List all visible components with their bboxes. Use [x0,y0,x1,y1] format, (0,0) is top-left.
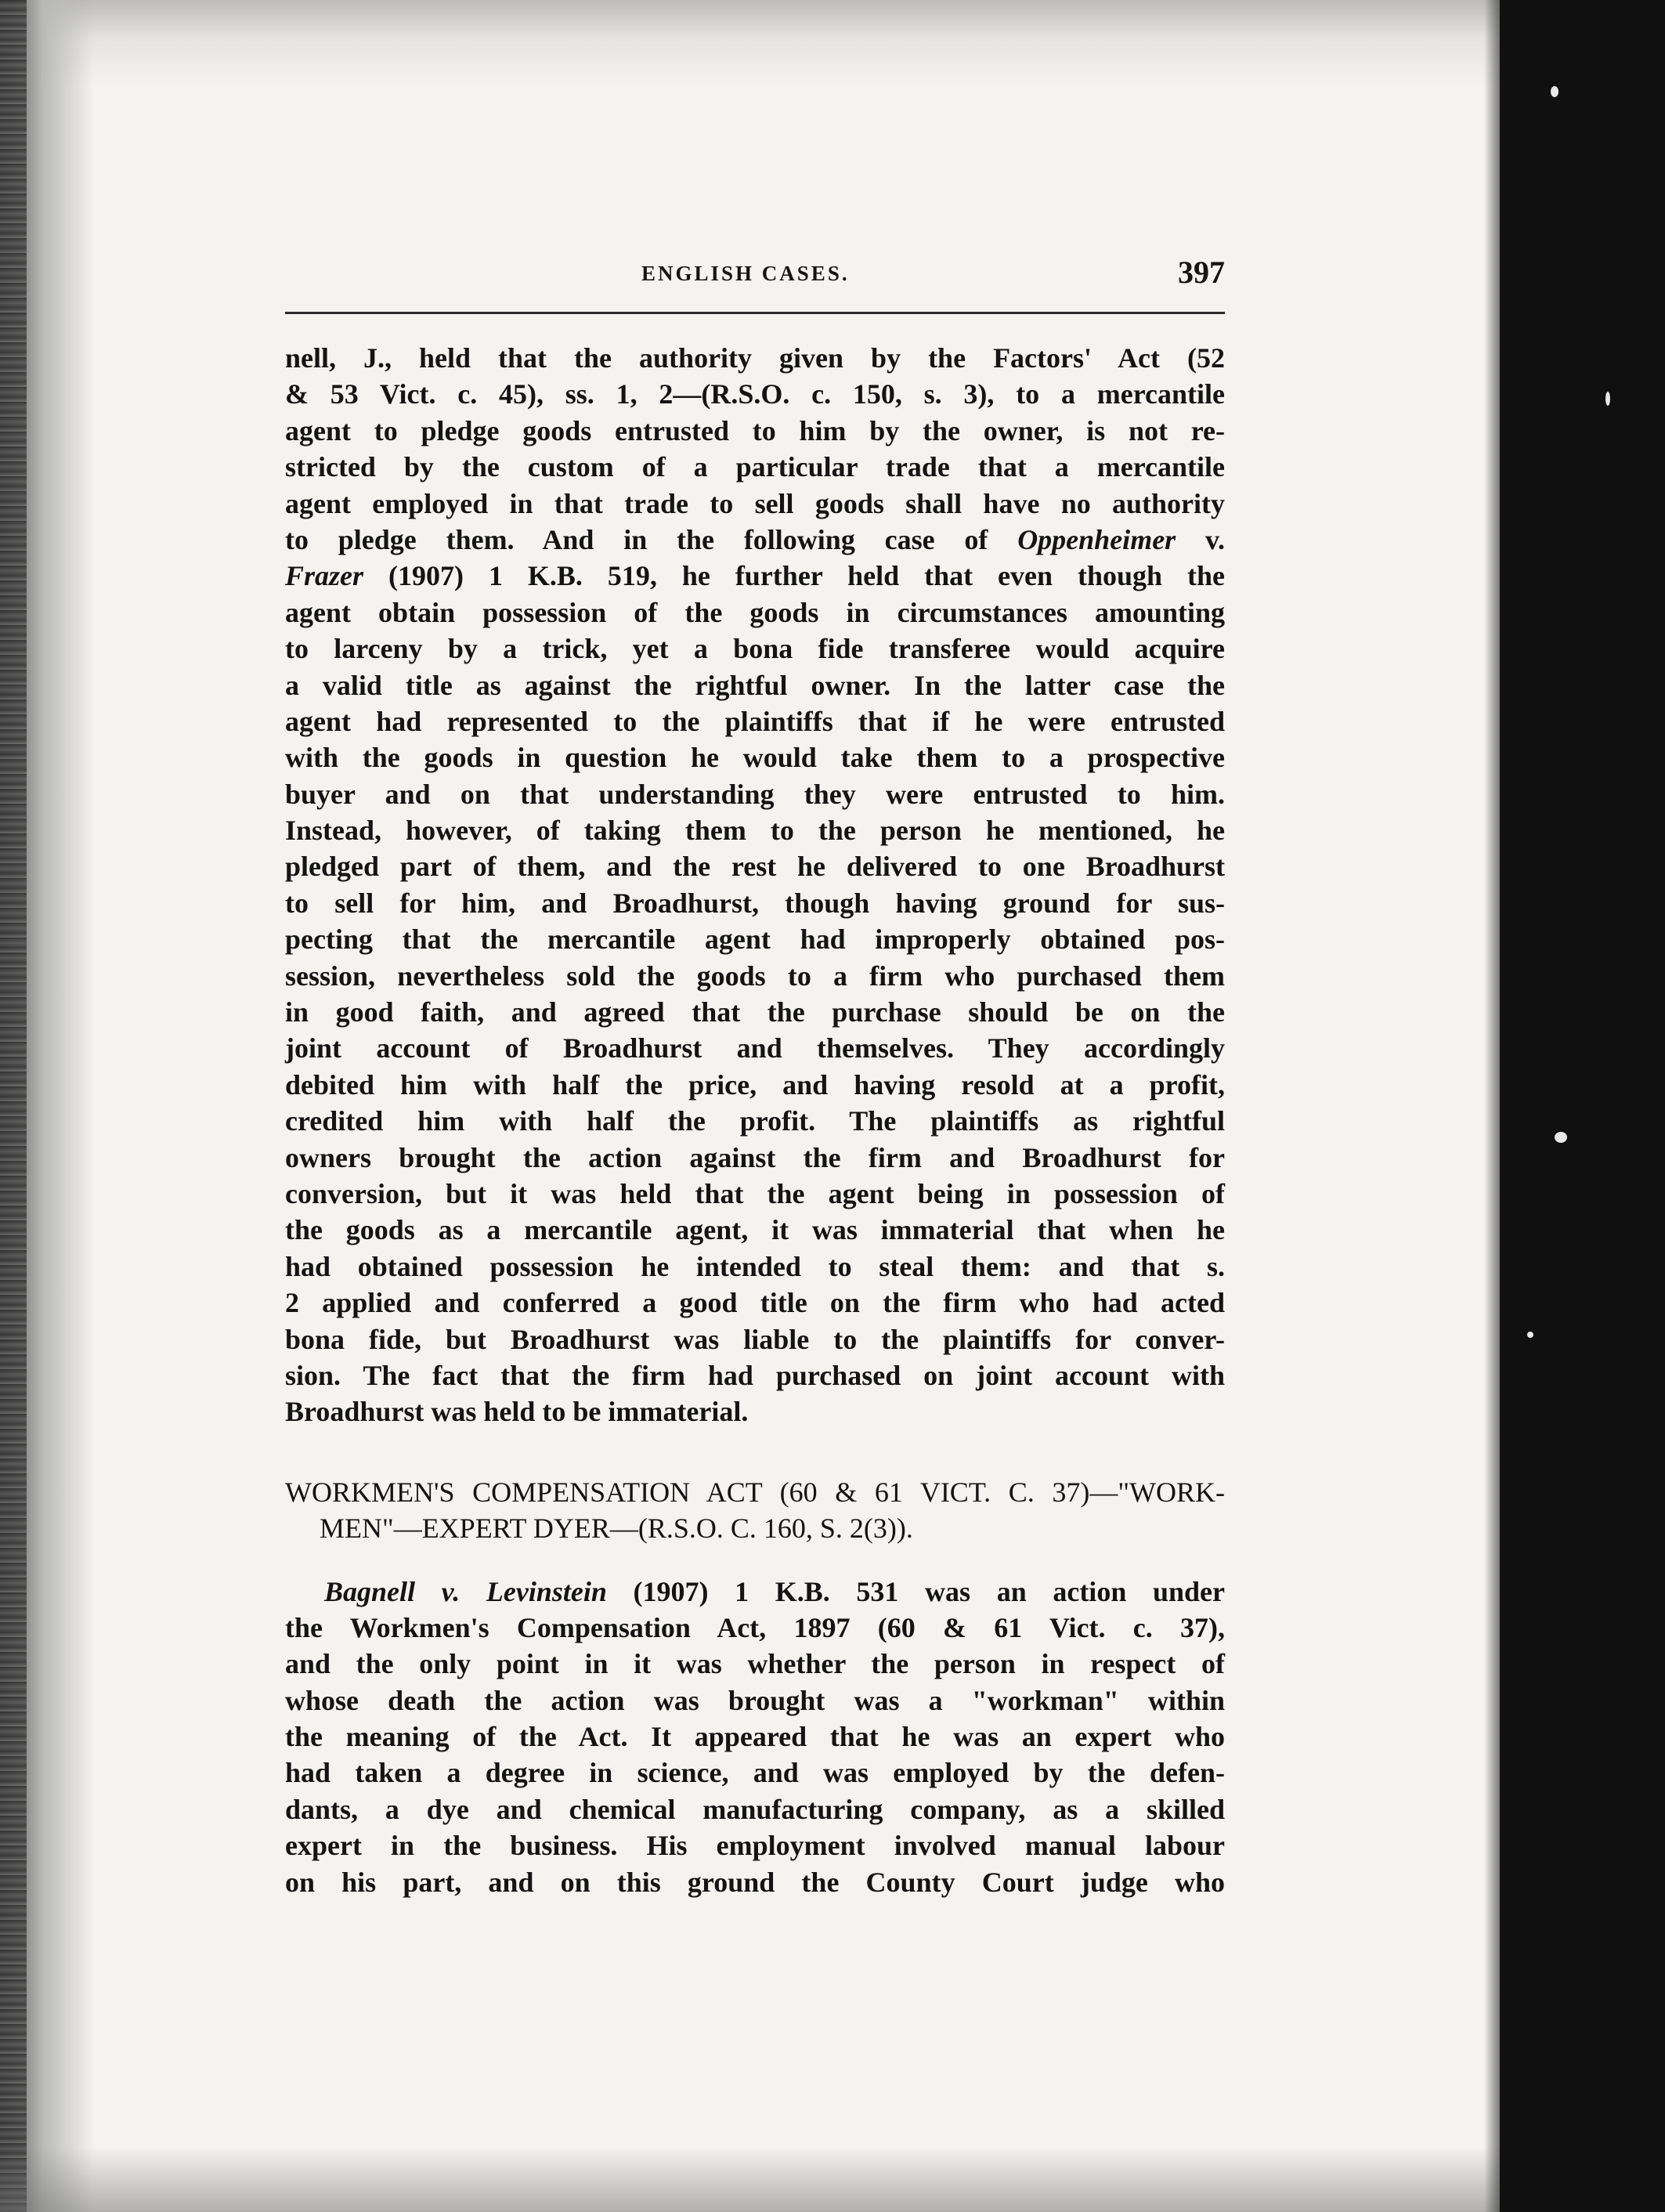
text-line: on his part, and on this ground the County Court judge who [285,1866,1225,1898]
text-line: had taken a degree in science, and was employed by the defen- [285,1757,1225,1789]
text-line: bona fide, but Broadhurst was liable to the plaintiffs for conver- [285,1323,1225,1355]
text-line: credited him with half the profit. The plaintiffs as rightful [285,1105,1225,1137]
text-line: & 53 Vict. c. 45), ss. 1, 2—(R.S.O. c. 150, s. 3), to a mercantile [285,378,1225,410]
text-line: owners brought the action against the firm and Broadhurst for [285,1141,1225,1173]
scan-speck [1605,392,1610,406]
case-name: Bagnell v. Levinstein [324,1575,607,1607]
text-line [285,1574,1225,1610]
scan-shadow-bottom [0,2146,1527,2212]
book-spine-edge [0,0,27,2212]
text-line: whose death the action was brought was a "workman" within [285,1684,1225,1716]
text-line: dants, a dye and chemical manufacturing company, as a skilled [285,1793,1225,1825]
text-line: the goods as a mercantile agent, it was immaterial that when he [285,1214,1225,1246]
text-line [285,558,1225,594]
header-rule [285,312,1225,314]
text-line: buyer and on that understanding they were entrusted to him. [285,778,1225,810]
text-line: pecting that the mercantile agent had improperly obtained pos- [285,923,1225,956]
text-line: agent employed in that trade to sell goods shall have no authority [285,487,1225,519]
scan-speck [1555,1132,1567,1143]
text-line: sion. The fact that the firm had purchased on joint account with [285,1359,1225,1391]
page-header [285,255,1225,307]
paragraph [285,340,1225,1430]
heading-line: MEN"—EXPERT DYER—(R.S.O. C. 160, S. 2(3)). [320,1513,913,1545]
text-line: 2 applied and conferred a good title on the firm who had acted [285,1287,1225,1319]
text-line [285,522,1225,558]
page-body [285,340,1225,1900]
section-heading [285,1474,1225,1547]
scan-shadow-top [0,0,1527,86]
text-run: (1907) 1 K.B. 531 was an action under [606,1575,1225,1607]
text-line: to sell for him, and Broadhurst, though having ground for sus- [285,887,1225,919]
text-run: (1907) 1 K.B. 519, he further held that even though the [363,560,1225,592]
text-line: stricted by the custom of a particular trade that a mercantile [285,451,1225,483]
heading-line: WORKMEN'S COMPENSATION ACT (60 & 61 VICT. C. 37)—"WORK- [285,1476,1225,1508]
text-line: the meaning of the Act. It appeared that he was an expert who [285,1721,1225,1753]
text-line: a valid title as against the rightful owner. In the latter case the [285,669,1225,701]
text-line: and the only point in it was whether the person in respect of [285,1648,1225,1680]
case-name: Frazer [285,560,364,592]
text-line: debited him with half the price, and having resold at a profit, [285,1068,1225,1101]
text-line: agent obtain possession of the goods in circumstances amounting [285,596,1225,628]
text-line: joint account of Broadhurst and themselves. They accordingly [285,1032,1225,1064]
text-line: the Workmen's Compensation Act, 1897 (60 & 61 Vict. c. 37), [285,1611,1225,1643]
running-head: ENGLISH CASES. [641,262,850,285]
text-line: pledged part of them, and the rest he delivered to one Broadhurst [285,851,1225,883]
text-run: v. [1176,523,1225,555]
text-line: Broadhurst was held to be immaterial. [285,1396,749,1428]
text-line: conversion, but it was held that the agent being in possession of [285,1177,1225,1209]
text-line: had obtained possession he intended to steal them: and that s. [285,1250,1225,1282]
text-line: expert in the business. His employment involved manual labour [285,1830,1225,1862]
text-line: with the goods in question he would take them to a prospective [285,742,1225,774]
text-run: to pledge them. And in the following case of [285,523,1018,555]
text-line: to larceny by a trick, yet a bona fide transferee would acquire [285,633,1225,665]
text-line: session, nevertheless sold the goods to a firm who purchased them [285,960,1225,992]
spacer [285,1547,1225,1574]
text-line: in good faith, and agreed that the purchase should be on the [285,996,1225,1028]
text-line: agent to pledge goods entrusted to him by the owner, is not re- [285,414,1225,446]
spacer [285,1430,1225,1474]
paragraph [285,1574,1225,1901]
text-line: Instead, however, of taking them to the person he mentioned, he [285,815,1225,847]
scan-dark-margin [1500,0,1665,2212]
page-number: 397 [1178,255,1225,290]
text-line: agent had represented to the plaintiffs that if he were entrusted [285,705,1225,737]
case-name: Oppenheimer [1017,523,1176,555]
scan-speck [1551,86,1558,97]
scan-speck [1527,1332,1533,1338]
text-line: nell, J., held that the authority given by the Factors' Act (52 [285,342,1225,374]
